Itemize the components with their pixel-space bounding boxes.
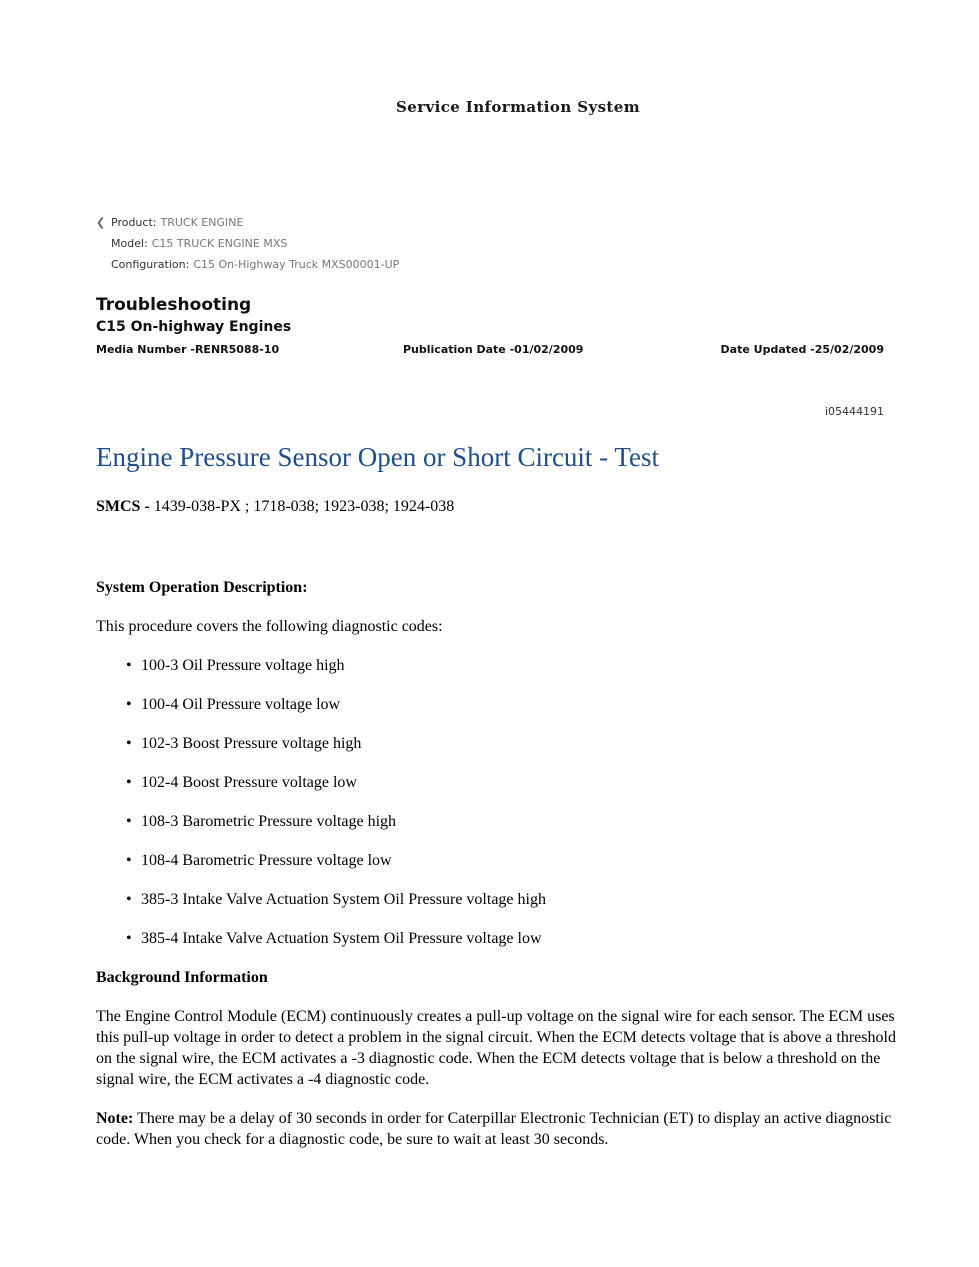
date-updated: Date Updated -25/02/2009 [720, 343, 884, 356]
bullet-icon: • [126, 930, 132, 947]
smcs-codes: 1439-038-PX ; 1718-038; 1923-038; 1924-038 [153, 498, 455, 515]
product-info [96, 216, 399, 279]
diagnostic-code-list [96, 655, 896, 949]
bullet-icon: • [126, 657, 132, 674]
model-label: Model: [111, 237, 148, 250]
list-item: • 102-3 Boost Pressure voltage high [126, 735, 362, 752]
document-id: i05444191 [824, 405, 884, 418]
list-item: • 108-4 Barometric Pressure voltage low [126, 852, 392, 869]
note-paragraph [96, 1108, 896, 1150]
list-item: • 385-3 Intake Valve Actuation System Oil Pressure voltage high [126, 891, 546, 908]
list-item: • 385-4 Intake Valve Actuation System Oil Pressure voltage low [126, 930, 542, 947]
media-number: Media Number -RENR5088-10 [96, 343, 280, 356]
bullet-icon: • [126, 891, 132, 908]
smcs-line [96, 498, 454, 516]
list-item: • 100-4 Oil Pressure voltage low [126, 696, 341, 713]
bullet-icon: • [126, 852, 132, 869]
smcs-label: SMCS - [96, 498, 154, 515]
bullet-icon: • [126, 696, 132, 713]
covers-text: This procedure covers the following diagnostic codes: [96, 618, 443, 635]
note-text: There may be a delay of 30 seconds in order for Caterpillar Electronic Technician (ET) to display an active diagnostic code. When you check for a diagnostic code, be sure to wait at least 30 seconds. [96, 1110, 892, 1148]
bullet-icon: • [126, 813, 132, 830]
product-row [96, 216, 399, 237]
list-item: • 102-4 Boost Pressure voltage low [126, 774, 357, 791]
page-title: Engine Pressure Sensor Open or Short Circuit - Test [96, 442, 660, 472]
chevron-left-icon[interactable]: ❮ [96, 216, 106, 229]
engine-subtitle: C15 On-highway Engines [96, 319, 292, 335]
document-body [96, 577, 896, 1150]
list-item: • 108-3 Barometric Pressure voltage high [126, 813, 397, 830]
list-item: • 100-3 Oil Pressure voltage high [126, 657, 345, 674]
bullet-icon: • [126, 774, 132, 791]
system-title: Service Information System [396, 98, 640, 116]
product-value: TRUCK ENGINE [160, 216, 244, 229]
product-label: Product: [111, 216, 157, 229]
section-heading: Troubleshooting [96, 295, 252, 315]
background-heading: Background Information [96, 969, 268, 986]
model-row [96, 237, 399, 258]
configuration-row [96, 258, 399, 279]
note-label: Note: [96, 1110, 134, 1127]
bullet-icon: • [126, 735, 132, 752]
model-value: C15 TRUCK ENGINE MXS [151, 237, 288, 250]
background-text: The Engine Control Module (ECM) continuously creates a pull-up voltage on the signal wire for each sensor. The ECM uses this pull-up voltage in order to detect a problem in the signal circuit. When the ECM detects voltage that is above a threshold on the signal wire, the ECM activates a -3 diagnostic code. When the ECM detects voltage that is below a threshold on the signal wire, the ECM activates a -4 diagnostic code. [96, 1008, 896, 1088]
configuration-value: C15 On-Highway Truck MXS00001-UP [193, 258, 400, 271]
publication-date: Publication Date -01/02/2009 [403, 343, 584, 356]
configuration-label: Configuration: [111, 258, 190, 271]
system-operation-heading: System Operation Description: [96, 579, 308, 596]
